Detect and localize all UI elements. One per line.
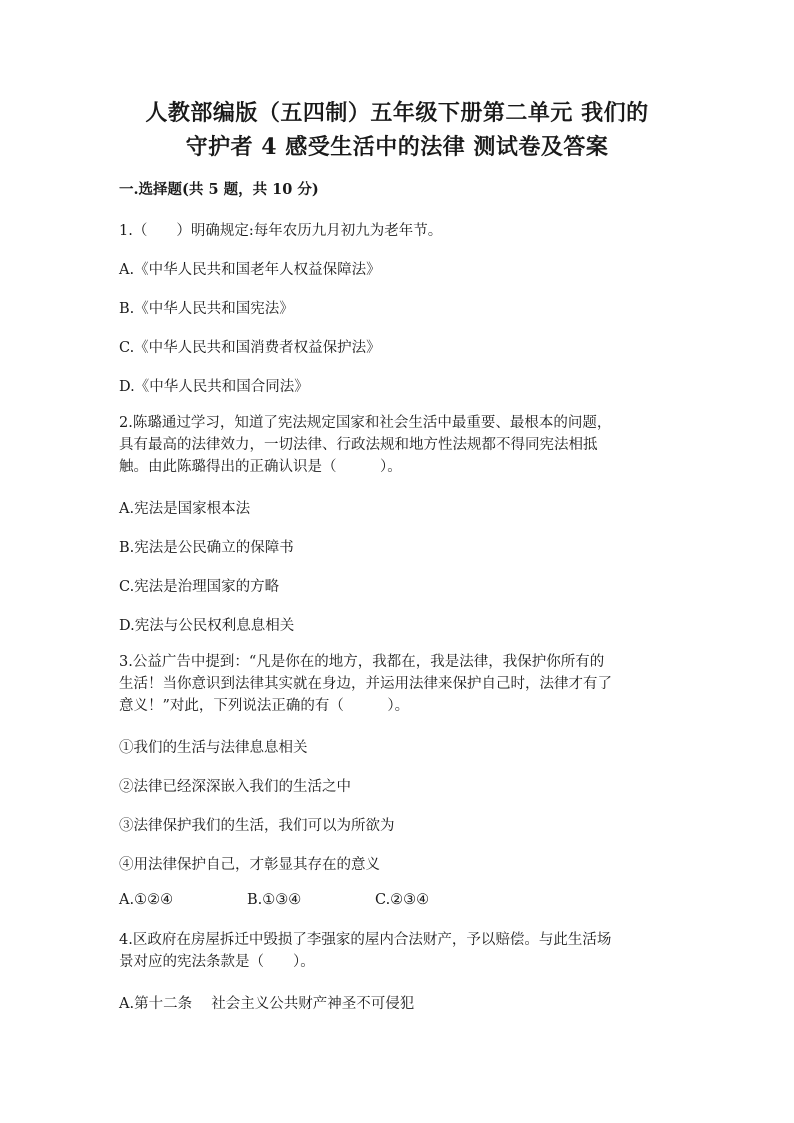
- question-1-stem: 1.（ ）明确规定:每年农历九月初九为老年节。: [119, 223, 443, 239]
- question-4-stem-line-2: 景对应的宪法条款是（ ）。: [119, 954, 315, 970]
- question-2-option-c: C.宪法是治理国家的方略: [119, 579, 280, 595]
- question-4-stem: [119, 929, 679, 973]
- question-3-stem-line-1: 3.公益广告中提到：“凡是你在的地方，我都在，我是法律，我保护你所有的: [119, 654, 605, 670]
- question-3-statement-1: ①我们的生活与法律息息相关: [119, 740, 308, 756]
- question-1-option-a: A.《中华人民共和国老年人权益保障法》: [119, 262, 381, 278]
- question-3-stem: [119, 651, 679, 717]
- question-3-statement-4: ④用法律保护自己，才彰显其存在的意义: [119, 857, 380, 873]
- document-title-line-2: 守护者 4 感受生活中的法律 测试卷及答案: [185, 134, 609, 160]
- question-3-statement-3: ③法律保护我们的生活，我们可以为所欲为: [119, 818, 395, 834]
- document-title-line-1: 人教部编版（五四制）五年级下册第二单元 我们的: [145, 100, 649, 126]
- section-heading: 一.选择题(共 5 题，共 10 分): [119, 181, 319, 198]
- question-3-option-b: B.①③④: [247, 892, 302, 908]
- question-3-stem-line-3: 意义！”对此，下列说法正确的有（ ）。: [119, 698, 410, 714]
- question-4-option-a: A.第十二条 社会主义公共财产神圣不可侵犯: [119, 996, 415, 1012]
- question-2-stem-line-1: 2.陈璐通过学习，知道了宪法规定国家和社会生活中最重要、最根本的问题，: [119, 415, 612, 431]
- question-2-option-d: D.宪法与公民权利息息相关: [119, 618, 295, 634]
- question-1-option-c: C.《中华人民共和国消费者权益保护法》: [119, 340, 381, 356]
- question-1-option-d: D.《中华人民共和国合同法》: [119, 379, 309, 395]
- question-3-statement-2: ②法律已经深深嵌入我们的生活之中: [119, 779, 351, 795]
- question-2-stem-line-2: 具有最高的法律效力，一切法律、行政法规和地方性法规都不得同宪法相抵: [119, 437, 598, 453]
- question-4-stem-line-1: 4.区政府在房屋拆迁中毁损了李强家的屋内合法财产，予以赔偿。与此生活场: [119, 932, 612, 948]
- question-2-stem: [119, 412, 679, 478]
- question-2-stem-line-3: 触。由此陈璐得出的正确认识是（ ）。: [119, 459, 402, 475]
- question-1-option-b: B.《中华人民共和国宪法》: [119, 301, 294, 317]
- question-3-stem-line-2: 生活！当你意识到法律其实就在身边，并运用法律来保护自己时，法律才有了: [119, 676, 612, 692]
- question-3-option-c: C.②③④: [375, 892, 430, 908]
- question-2-option-b: B.宪法是公民确立的保障书: [119, 540, 294, 556]
- question-3-option-a: A.①②④: [119, 892, 174, 908]
- question-2-option-a: A.宪法是国家根本法: [119, 501, 251, 517]
